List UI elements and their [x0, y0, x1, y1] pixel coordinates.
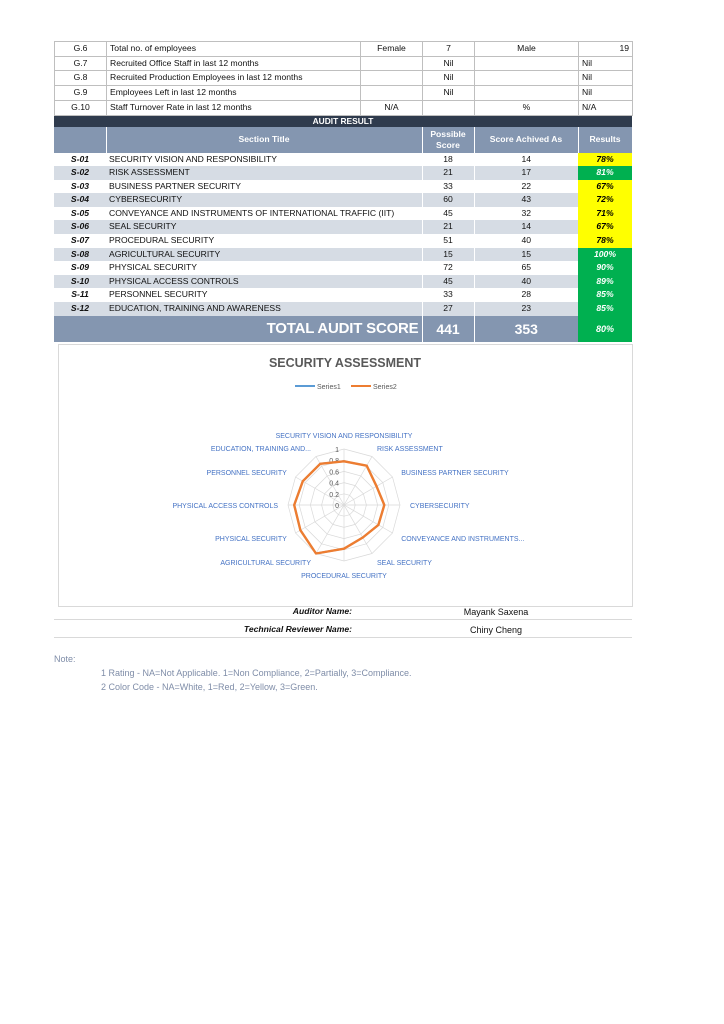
general-col2: Nil [423, 86, 475, 101]
general-col3 [475, 86, 579, 101]
possible-score-header: Possible Score [422, 127, 474, 153]
note-item: 2 Color Code - NA=White, 1=Red, 2=Yellow, 3=Green. [101, 682, 318, 692]
category-label: AGRICULTURAL SECURITY [220, 560, 311, 568]
general-col2: Nil [423, 71, 475, 86]
section-result: 89% [578, 275, 632, 289]
general-code: G.9 [55, 86, 107, 101]
general-label: Staff Turnover Rate in last 12 months [107, 100, 361, 115]
section-row [54, 288, 632, 302]
section-row [54, 220, 632, 234]
general-code: G.10 [55, 100, 107, 115]
category-label: CONVEYANCE AND INSTRUMENTS... [401, 536, 525, 543]
general-info-table [54, 41, 633, 116]
section-result: 100% [578, 248, 632, 262]
axis-tick-label: 0.8 [329, 458, 339, 466]
category-label: PHYSICAL SECURITY [215, 536, 287, 543]
section-row [54, 248, 632, 262]
general-label: Total no. of employees [107, 42, 361, 57]
axis-tick-label: 0.2 [329, 491, 339, 499]
general-row [55, 86, 633, 101]
score-achieved-header: Score Achived As [474, 127, 578, 153]
total-possible: 441 [422, 316, 474, 342]
section-result: 67% [578, 220, 632, 234]
general-label: Recruited Production Employees in last 12 months [107, 71, 361, 86]
section-possible-score: 15 [422, 248, 474, 262]
general-col2: 7 [423, 42, 475, 57]
note-item: 1 Rating - NA=Not Applicable. 1=Non Compliance, 2=Partially, 3=Compliance. [101, 668, 412, 678]
section-id: S-02 [54, 166, 106, 180]
category-label: RISK ASSESSMENT [377, 445, 443, 453]
audit-sheet [54, 41, 632, 342]
general-col3: Male [475, 42, 579, 57]
section-title: PROCEDURAL SECURITY [109, 235, 215, 246]
section-id: S-03 [70, 180, 90, 191]
total-row [54, 316, 632, 342]
section-row [54, 275, 632, 289]
section-possible-score: 45 [422, 275, 474, 289]
general-col1: Female [361, 42, 423, 57]
section-id: S-12 [54, 302, 106, 316]
auditor-name: Mayank Saxena [463, 607, 529, 617]
section-achieved-score: 22 [474, 180, 578, 194]
general-row [55, 42, 633, 57]
section-possible-score: 33 [422, 180, 474, 194]
category-label: EDUCATION, TRAINING AND... [210, 445, 311, 453]
total-label: TOTAL AUDIT SCORE [54, 316, 422, 342]
section-id: S-10 [54, 275, 106, 289]
total-result: 80% [578, 316, 632, 342]
general-label: Employees Left in last 12 months [107, 86, 361, 101]
section-id: S-09 [70, 262, 90, 273]
general-col4: Nil [579, 56, 633, 71]
section-title: EDUCATION, TRAINING AND AWARENESS [106, 302, 422, 316]
section-possible-score: 33 [422, 288, 474, 302]
note-heading: Note: [54, 654, 76, 664]
section-title: CONVEYANCE AND INSTRUMENTS OF INTERNATIONAL TRAFFIC (IIT) [109, 207, 395, 218]
section-achieved-score: 40 [474, 275, 578, 289]
total-achieved: 353 [474, 316, 578, 342]
section-title: BUSINESS PARTNER SECURITY [109, 180, 241, 191]
section-achieved-score: 65 [474, 261, 578, 275]
general-col1: N/A [361, 100, 423, 115]
reviewer-name: Chiny Cheng [469, 625, 523, 635]
section-row [54, 153, 632, 167]
section-row [54, 234, 632, 248]
section-possible-score: 45 [422, 207, 474, 221]
general-row [55, 56, 633, 71]
axis-tick-label: 0 [335, 503, 339, 510]
category-label: BUSINESS PARTNER SECURITY [401, 470, 509, 477]
section-achieved-score: 43 [474, 193, 578, 207]
general-col4: Nil [579, 86, 633, 101]
audit-result-banner: AUDIT RESULT [54, 116, 632, 127]
section-achieved-score: 14 [474, 153, 578, 167]
section-achieved-score: 32 [474, 207, 578, 221]
general-col1 [361, 56, 423, 71]
section-row [54, 180, 632, 194]
section-title: PHYSICAL ACCESS CONTROLS [106, 275, 422, 289]
general-code: G.8 [55, 71, 107, 86]
general-col4: 19 [579, 42, 633, 57]
section-result: 72% [578, 193, 632, 207]
section-row [54, 302, 632, 316]
section-possible-score: 18 [422, 153, 474, 167]
general-code: G.6 [55, 42, 107, 57]
section-result: 85% [578, 302, 632, 316]
section-title: SEAL SECURITY [106, 220, 422, 234]
section-result: 85% [578, 288, 632, 302]
section-row [54, 193, 632, 207]
section-achieved-score: 14 [474, 220, 578, 234]
general-row [55, 100, 633, 115]
radar-chart-svg [59, 345, 632, 606]
general-col4: Nil [579, 71, 633, 86]
section-achieved-score: 28 [474, 288, 578, 302]
section-achieved-score: 23 [474, 302, 578, 316]
section-title-header: Section Title [106, 127, 422, 153]
results-header: Results [578, 127, 632, 153]
general-col4: N/A [579, 100, 633, 115]
auditor-row [54, 604, 632, 620]
section-id: S-05 [70, 207, 90, 218]
category-label: PERSONNEL SECURITY [206, 470, 287, 477]
section-result: 78% [578, 153, 632, 167]
category-label: SEAL SECURITY [377, 560, 432, 568]
category-label: PROCEDURAL SECURITY [301, 573, 387, 580]
section-title: RISK ASSESSMENT [106, 166, 422, 180]
legend-label: Series2 [373, 384, 397, 391]
reviewer-label: Technical Reviewer Name: [243, 624, 352, 634]
section-row [54, 207, 632, 221]
section-result: 81% [578, 166, 632, 180]
axis-tick-label: 0.6 [329, 469, 339, 477]
section-possible-score: 51 [422, 234, 474, 248]
axis-tick-label: 0.4 [329, 480, 339, 488]
reviewer-row [54, 622, 632, 638]
general-label: Recruited Office Staff in last 12 months [107, 56, 361, 71]
section-id: S-01 [70, 153, 90, 164]
general-col3 [475, 56, 579, 71]
category-label: CYBERSECURITY [410, 503, 470, 510]
section-result: 78% [578, 234, 632, 248]
section-possible-score: 60 [422, 193, 474, 207]
section-title: CYBERSECURITY [106, 193, 422, 207]
general-code: G.7 [55, 56, 107, 71]
general-row [55, 71, 633, 86]
general-col3 [475, 71, 579, 86]
chart-title: SECURITY ASSESSMENT [268, 356, 422, 370]
section-row [54, 166, 632, 180]
section-result: 67% [578, 180, 632, 194]
section-title: PHYSICAL SECURITY [109, 262, 198, 273]
general-col3: % [475, 100, 579, 115]
general-col2 [423, 100, 475, 115]
section-id: S-06 [54, 220, 106, 234]
section-possible-score: 72 [422, 261, 474, 275]
legend-label: Series1 [317, 384, 341, 391]
section-id: S-07 [70, 235, 90, 246]
section-id: S-08 [54, 248, 106, 262]
section-achieved-score: 17 [474, 166, 578, 180]
section-result: 90% [578, 261, 632, 275]
security-assessment-chart [58, 344, 633, 607]
category-label: PHYSICAL ACCESS CONTROLS [172, 503, 278, 510]
section-title: AGRICULTURAL SECURITY [106, 248, 422, 262]
section-possible-score: 21 [422, 220, 474, 234]
section-row [54, 261, 632, 275]
section-achieved-score: 15 [474, 248, 578, 262]
general-col1 [361, 86, 423, 101]
audit-result-table [54, 116, 633, 342]
axis-tick-label: 1 [335, 447, 339, 454]
section-achieved-score: 40 [474, 234, 578, 248]
section-title: PERSONNEL SECURITY [109, 289, 208, 300]
section-possible-score: 27 [422, 302, 474, 316]
general-col2: Nil [423, 56, 475, 71]
section-id: S-11 [71, 289, 89, 300]
section-possible-score: 21 [422, 166, 474, 180]
general-col1 [361, 71, 423, 86]
section-result: 71% [578, 207, 632, 221]
section-title: SECURITY VISION AND RESPONSIBILITY [109, 153, 277, 164]
section-id: S-04 [54, 193, 106, 207]
category-label: SECURITY VISION AND RESPONSIBILITY [275, 433, 413, 440]
auditor-label: Auditor Name: [292, 606, 352, 616]
